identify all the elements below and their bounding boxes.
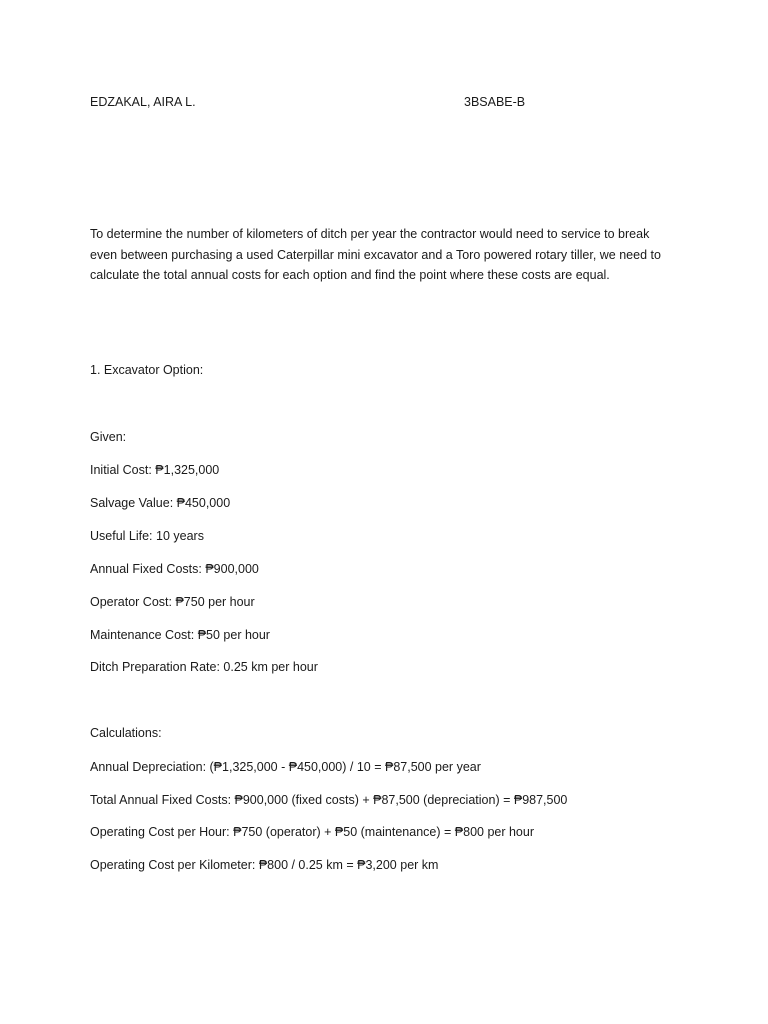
given-item: Operator Cost: ₱750 per hour — [90, 595, 255, 609]
intro-line: To determine the number of kilometers of ditch per year the contractor would need to service to break — [90, 227, 650, 241]
intro-line: even between purchasing a used Caterpillar mini excavator and a Toro powered rotary tiller, we need to — [90, 247, 661, 262]
given-item: Annual Fixed Costs: ₱900,000 — [90, 562, 259, 576]
calculation-item: Total Annual Fixed Costs: ₱900,000 (fixed costs) + ₱87,500 (depreciation) = ₱987,500 — [90, 793, 568, 807]
calculations-label: Calculations: — [90, 726, 162, 740]
given-item: Salvage Value: ₱450,000 — [90, 496, 231, 510]
given-item: Initial Cost: ₱1,325,000 — [90, 463, 220, 477]
given-item: Maintenance Cost: ₱50 per hour — [90, 628, 270, 642]
given-item: Useful Life: 10 years — [90, 529, 204, 543]
given-label: Given: — [90, 430, 127, 444]
intro-paragraph — [90, 224, 690, 286]
student-section: 3BSABE-B — [464, 95, 526, 109]
given-item: Ditch Preparation Rate: 0.25 km per hour — [90, 660, 318, 674]
student-name: EDZAKAL, AIRA L. — [90, 95, 196, 109]
calculation-item: Annual Depreciation: (₱1,325,000 - ₱450,000) / 10 = ₱87,500 per year — [90, 760, 481, 774]
intro-line: calculate the total annual costs for each option and find the point where these costs are equal. — [90, 268, 610, 282]
calculation-item: Operating Cost per Kilometer: ₱800 / 0.25 km = ₱3,200 per km — [90, 858, 439, 872]
section-heading-excavator: 1. Excavator Option: — [90, 363, 204, 377]
calculation-item: Operating Cost per Hour: ₱750 (operator) + ₱50 (maintenance) = ₱800 per hour — [90, 825, 535, 839]
